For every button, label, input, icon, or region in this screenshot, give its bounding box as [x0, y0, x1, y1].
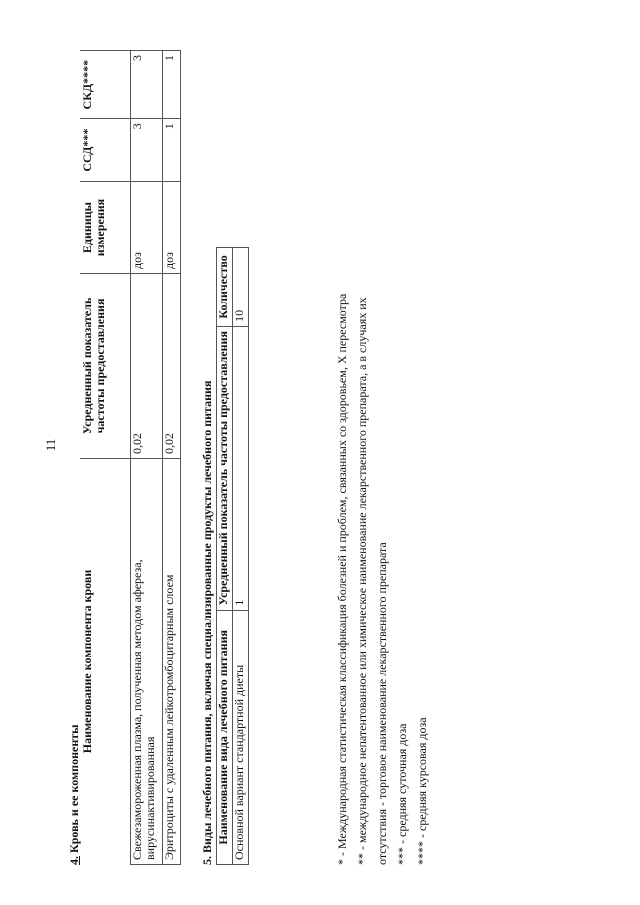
header-component-name: Наименование компонента крови	[81, 458, 131, 864]
header-skd: СКД****	[81, 51, 131, 119]
cell-unit: доз	[131, 182, 163, 274]
footnote: отсутствия - торговое наименование лекарственного препарата	[375, 542, 389, 865]
section-5-number: 5.	[200, 856, 214, 865]
cell-skd: 3	[131, 51, 163, 119]
header-quantity: Количество	[217, 248, 233, 327]
footnote: * - Международная статистическая классификация болезней и проблем, связанных со здоровьем, X пересмотра	[335, 293, 349, 865]
section-5-title: Виды лечебного питания, включая специализированные продукты лечебного питания	[200, 380, 214, 853]
table-row	[233, 248, 249, 865]
table-header-row	[217, 248, 233, 865]
cell-component-name: Эритроциты с удаленным лейкотромбоцитарным слоем	[163, 458, 181, 864]
cell-nutrition-type: Основной вариант стандартной диеты	[233, 610, 249, 864]
cell-frequency: 1	[233, 326, 249, 610]
footnote: ** - международное непатентованное или химическое наименование лекарственного препарата, а в случаях их	[355, 297, 369, 865]
footnote: *** - средняя суточная доза	[395, 723, 409, 865]
header-frequency: Усредненный показатель частоты предоставления	[217, 326, 233, 610]
section-4-number: 4.	[67, 856, 81, 865]
header-ssd: ССД***	[81, 119, 131, 182]
cell-skd: 1	[163, 51, 181, 119]
section-5-heading	[200, 381, 215, 865]
header-unit: Единицы измерения	[81, 182, 131, 274]
header-frequency: Усредненный показатель частоты предоставления	[81, 273, 131, 458]
cell-quantity: 10	[233, 248, 249, 327]
rotated-page-content	[40, 20, 640, 870]
cell-ssd: 3	[131, 119, 163, 182]
table-row	[163, 51, 181, 865]
cell-component-name: Свежезамороженная плазма, полученная методом афереза, вирусинактивированная	[131, 458, 163, 864]
page-number: 11	[43, 438, 58, 452]
footnote: **** - средняя курсовая доза	[415, 717, 429, 865]
medical-nutrition-table	[216, 247, 249, 865]
table-row	[131, 51, 163, 865]
cell-frequency: 0,02	[163, 273, 181, 458]
blood-components-table	[80, 50, 181, 865]
cell-ssd: 1	[163, 119, 181, 182]
table-header-row	[81, 51, 131, 865]
cell-frequency: 0,02	[131, 273, 163, 458]
header-nutrition-type: Наименование вида лечебного питания	[217, 610, 233, 864]
footnotes	[332, 105, 432, 865]
cell-unit: доз	[163, 182, 181, 274]
section-4-title: Кровь и ее компоненты	[67, 724, 81, 853]
